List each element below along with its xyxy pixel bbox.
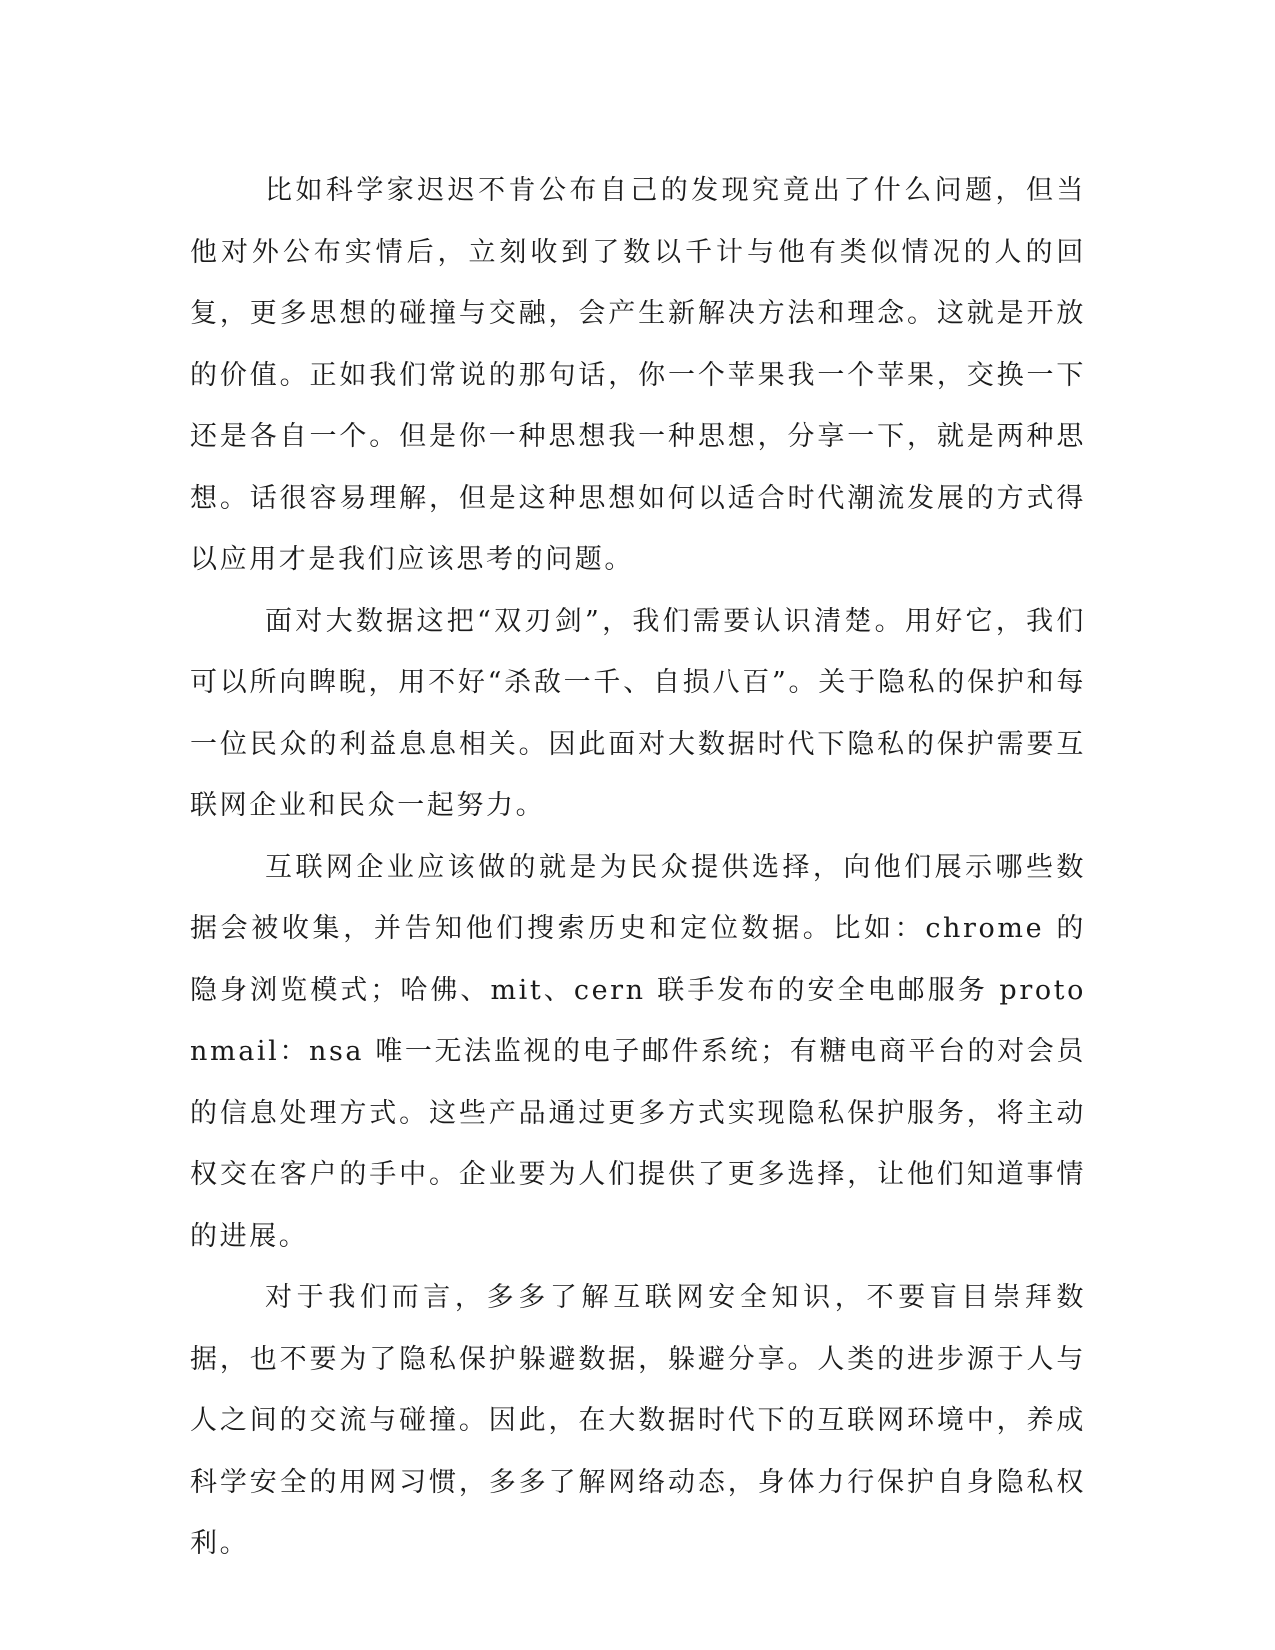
paragraph-personal-responsibility: 对于我们而言，多多了解互联网安全知识，不要盲目崇拜数据，也不要为了隐私保护躲避数据，躲避分享。人类的进步源于人与人之间的交流与碰撞。因此，在大数据时代下的互联网环境中，养成科学安全的用网习惯，多多了解网络动态，身体力行保护自身隐私权利。 <box>190 1282 1086 1559</box>
paragraph-double-edged-sword: 面对大数据这把“双刃剑”，我们需要认识清楚。用好它，我们可以所向睥睨，用不好“杀敌一千、自损八百”。关于隐私的保护和每一位民众的利益息息相关。因此面对大数据时代下隐私的保护需要互联网企业和民众一起努力。 <box>190 605 1086 821</box>
paragraph-open-sharing: 比如科学家迟迟不肯公布自己的发现究竟出了什么问题，但当他对外公布实情后，立刻收到了数以千计与他有类似情况的人的回复，更多思想的碰撞与交融，会产生新解决方法和理念。这就是开放的价值。正如我们常说的那句话，你一个苹果我一个苹果，交换一下还是各自一个。但是你一种思想我一种思想，分享一下，就是两种思想。话很容易理解，但是这种思想如何以适合时代潮流发展的方式得以应用才是我们应该思考的问题。 <box>190 175 1086 575</box>
paragraph-enterprise-responsibility: 互联网企业应该做的就是为民众提供选择，向他们展示哪些数据会被收集，并告知他们搜索历史和定位数据。比如：chrome 的隐身浏览模式；哈佛、mit、cern 联手发布的安全电邮服务 protonmail：nsa 唯一无法监视的电子邮件系统；有糖电商平台的对会员的信息处理方式。这些产品通过更多方式实现隐私保护服务，将主动权交在客户的手中。企业要为人们提供了更多选择，让他们知道事情的进展。 <box>190 851 1086 1252</box>
document-body <box>190 160 1086 1575</box>
